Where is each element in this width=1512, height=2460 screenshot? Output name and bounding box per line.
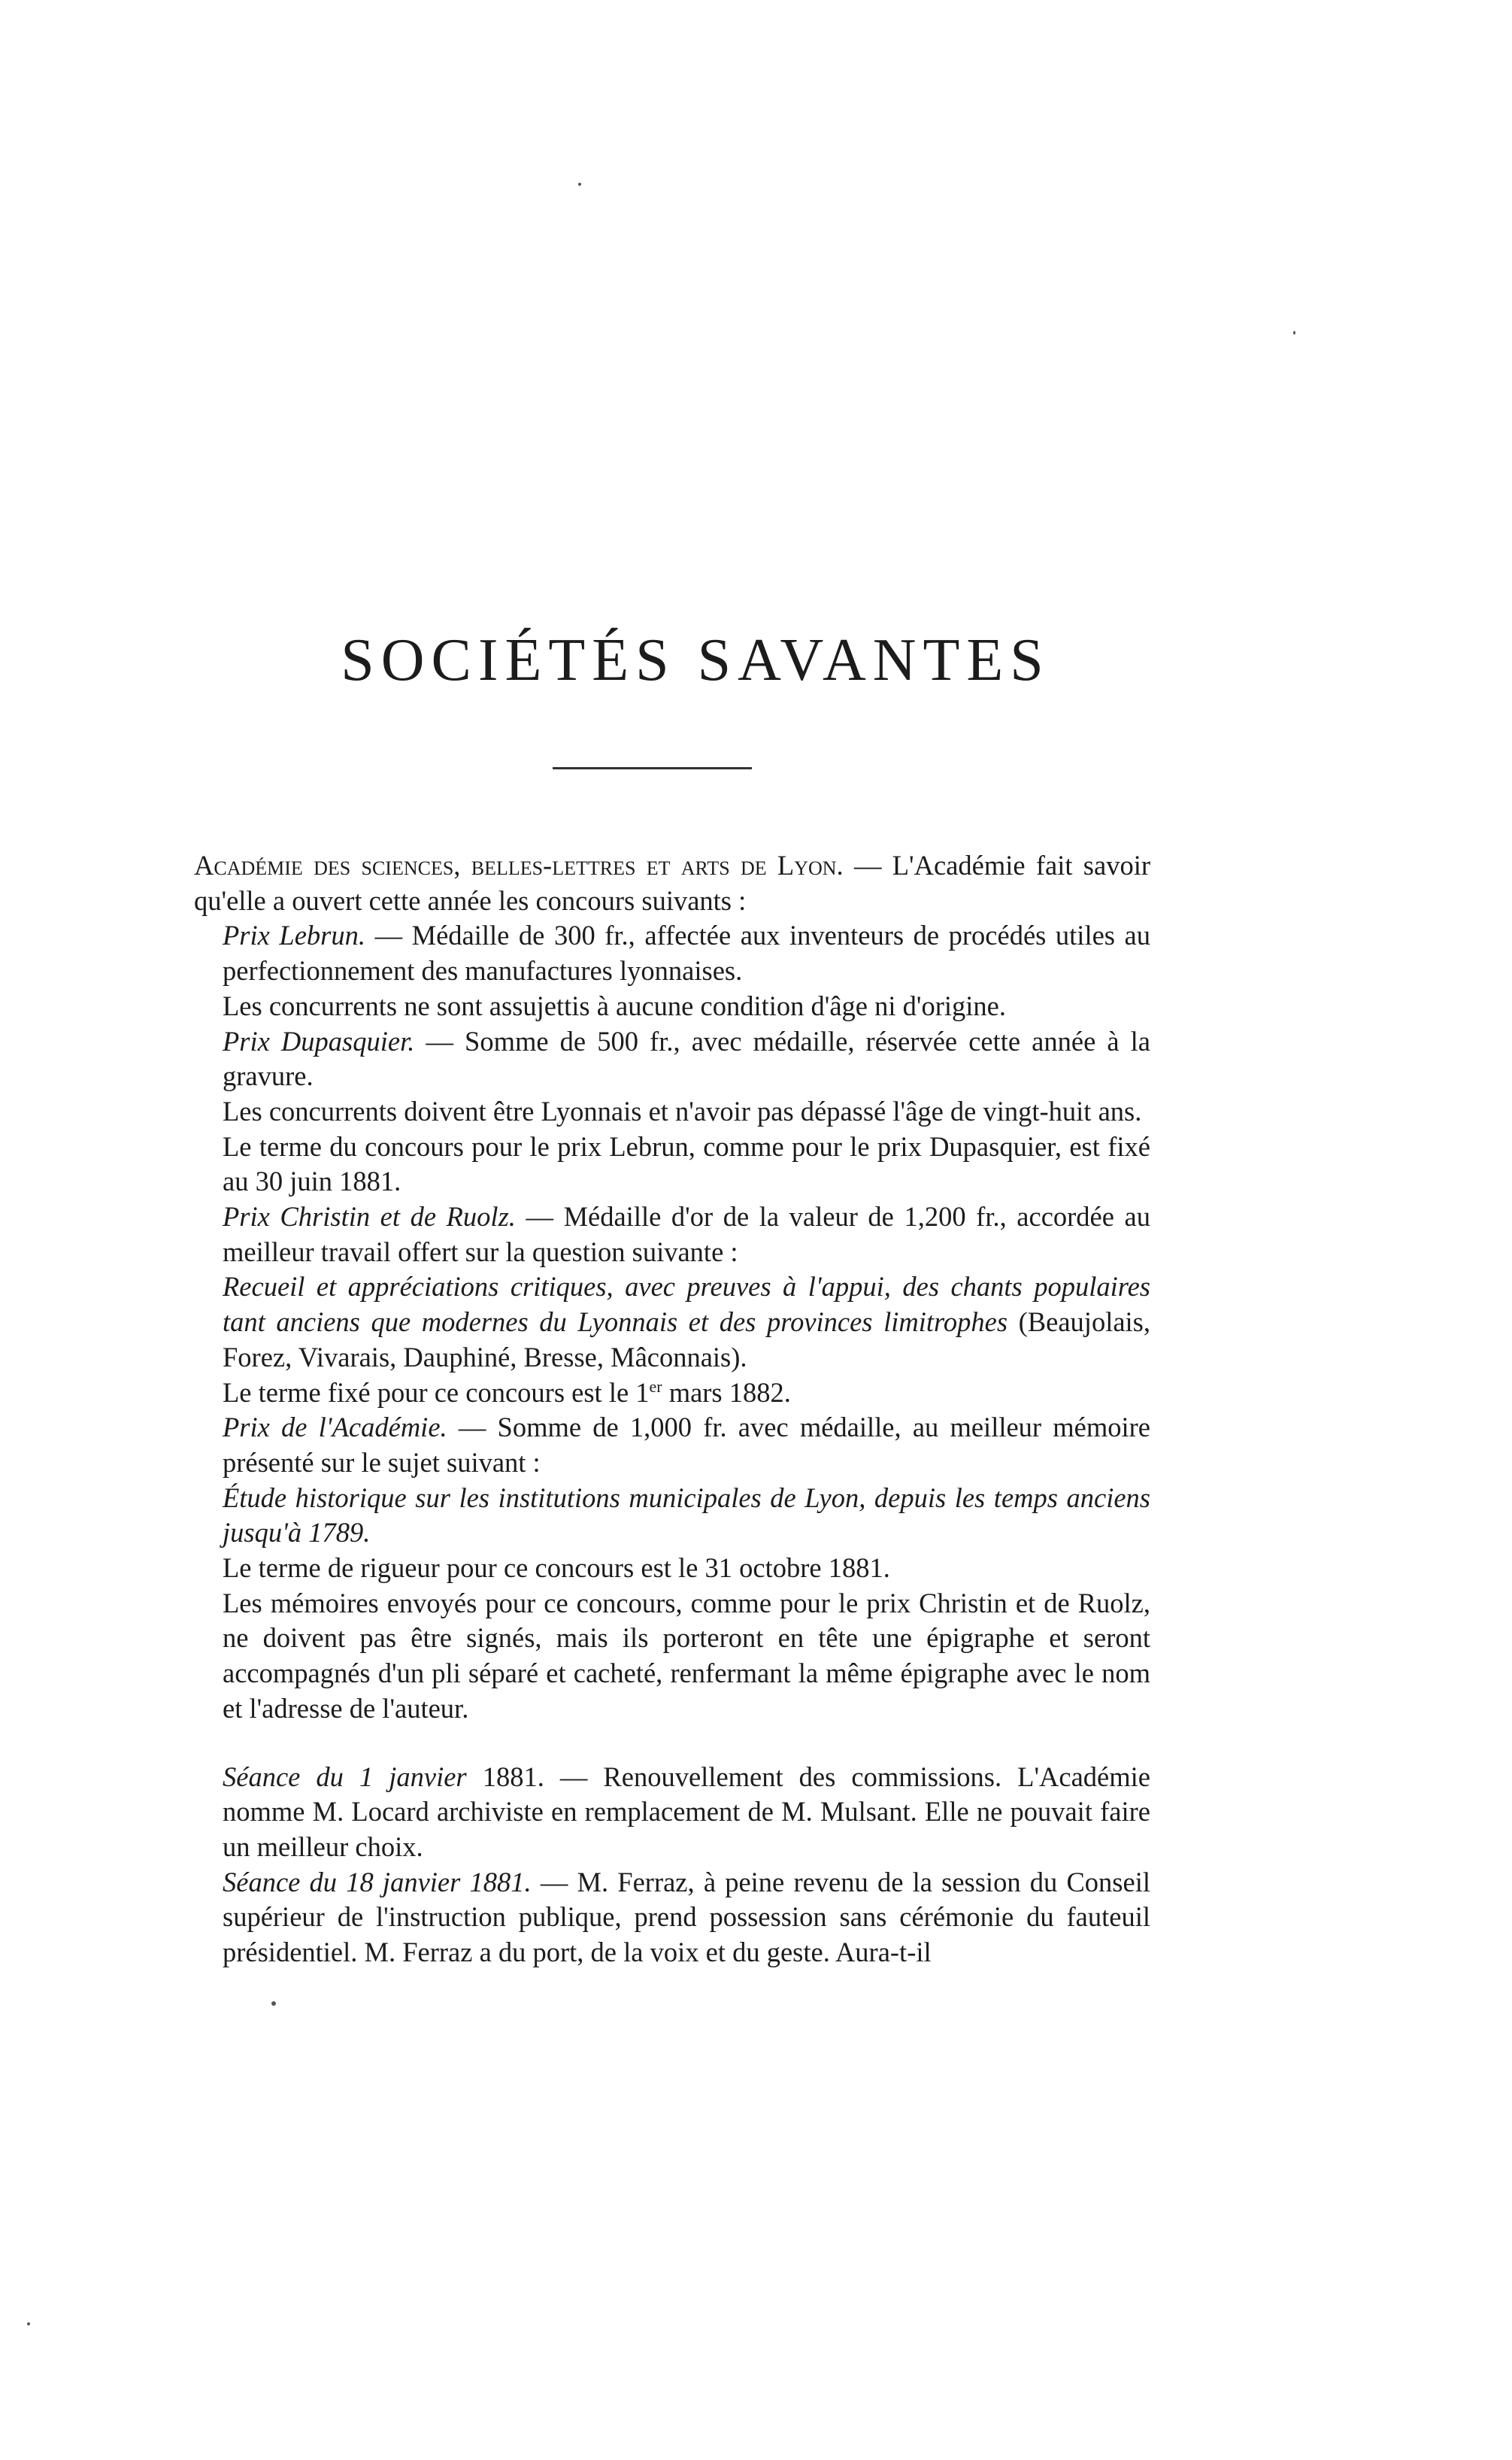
speck-mark (578, 183, 581, 186)
paragraph (194, 1865, 1150, 1970)
title-rule (553, 767, 752, 769)
text: — Médaille de 300 fr., affectée aux inventeurs de procédés utiles au perfectionnement des manufactures lyonnaises. (223, 920, 1151, 987)
text: 1881. — Renouvellement des commissions. L'Académie nomme M. Locard archiviste en remplacement de M. Mulsant. Elle ne pouvait faire un meilleur choix. (223, 1761, 1150, 1862)
lead-sc: Académie des sciences, belles-lettres et arts de Lyon. (194, 850, 844, 881)
speck-mark (1293, 331, 1295, 335)
paragraph-gap (194, 1727, 1150, 1760)
paragraph (194, 1586, 1150, 1727)
paragraph (194, 1130, 1150, 1200)
paragraph (194, 1410, 1150, 1480)
lead-em: Séance du 1 janvier (223, 1761, 467, 1792)
text: — Somme de 1,000 fr. avec médaille, au meilleur mémoire présenté sur le sujet suivant : (223, 1412, 1150, 1478)
paragraph (194, 848, 1150, 918)
speck-mark (271, 2001, 276, 2006)
paragraph (194, 1269, 1150, 1375)
em-text: Étude historique sur les institutions municipales de Lyon, depuis les temps anciens jusqu'à 1789. (223, 1482, 1150, 1548)
speck-mark (27, 2322, 30, 2325)
text: Le terme de rigueur pour ce concours est le 31 octobre 1881. (223, 1552, 890, 1584)
text: mars 1882. (662, 1376, 791, 1408)
body-text (194, 848, 1150, 1970)
text: — L'Académie fait savoir qu'elle a ouvert cette année les concours suivants : (194, 850, 1151, 916)
text: Les concurrents doivent être Lyonnais et n'avoir pas dépassé l'âge de vingt-huit ans. (223, 1095, 1142, 1127)
paragraph (194, 918, 1150, 988)
text: Les concurrents ne sont assujettis à aucune condition d'âge ni d'origine. (223, 990, 1006, 1021)
text: — Somme de 500 fr., avec médaille, réservée cette année à la gravure. (223, 1025, 1150, 1092)
text-pre: Le terme fixé pour ce concours est le 1 (223, 1376, 650, 1408)
text: Le terme du concours pour le prix Lebrun, comme pour le prix Dupasquier, est fixé au 30 juin 1881. (223, 1130, 1150, 1197)
text: (Beaujolais, Forez, Vivarais, Dauphiné, Bresse, Mâconnais). (223, 1306, 1151, 1373)
page-title: SOCIÉTÉS SAVANTES (341, 627, 1050, 693)
paragraph (194, 1760, 1150, 1865)
text: Les mémoires envoyés pour ce concours, comme pour le prix Christin et de Ruolz, ne doivent pas être signés, mais ils porteront en tête une épigraphe et seront accompagnés d'un pli séparé et cacheté, renfermant la même épigraphe avec le nom et l'adresse de l'auteur. (223, 1587, 1150, 1724)
paragraph (194, 1094, 1150, 1130)
paragraph (194, 989, 1150, 1024)
paragraph (194, 1200, 1150, 1269)
lead-em: Prix Christin et de Ruolz. (223, 1201, 516, 1233)
em-text: Recueil et appréciations critiques, avec preuves à l'appui, des chants populaires tant anciens que modernes du Lyonnais et des provinces limitrophes (223, 1271, 1150, 1338)
text: — Médaille d'or de la valeur de 1,200 fr., accordée au meilleur travail offert sur la question suivante : (223, 1201, 1150, 1267)
lead-em: Prix Lebrun. (223, 920, 365, 951)
lead-em: Prix Dupasquier. (223, 1025, 415, 1057)
text: — M. Ferraz, à peine revenu de la session du Conseil supérieur de l'instruction publique, prend possession sans cérémonie du fauteuil présidentiel. M. Ferraz a du port, de la voix et du geste. Aura-t-il (223, 1866, 1150, 1968)
paragraph (194, 1376, 1150, 1411)
sup: er (649, 1376, 662, 1396)
lead-em: Séance du 18 janvier 1881. (223, 1866, 532, 1897)
paragraph (194, 1481, 1150, 1551)
lead-em: Prix de l'Académie. (223, 1412, 447, 1443)
paragraph (194, 1024, 1150, 1094)
paragraph (194, 1551, 1150, 1586)
